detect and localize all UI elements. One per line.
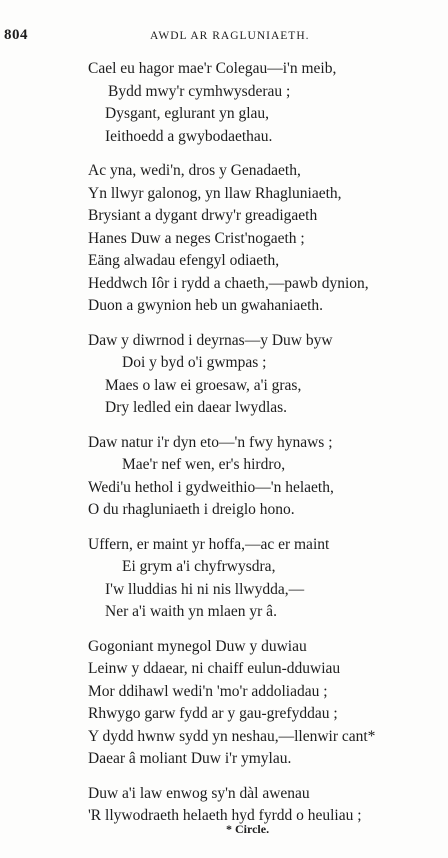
stanza-7 — [0, 783, 448, 828]
stanza-4 — [0, 432, 448, 522]
verse-line: I'w lluddias hi ni nis llwydda,— — [105, 580, 305, 598]
stanza-6 — [0, 636, 448, 771]
verse-line: O du rhagluniaeth i dreiglo hono. — [88, 501, 295, 518]
verse-line: Dysgant, eglurant yn glau, — [105, 105, 270, 122]
verse-line: Ieithoedd a gwybodaethau. — [105, 127, 273, 145]
footnote: * Circle. — [226, 822, 270, 836]
verse-line: Daw natur i'r dyn eto—'n fwy hynaws ; — [88, 433, 333, 451]
verse-line: Hanes Duw a neges Crist'nogaeth ; — [88, 229, 305, 247]
verse-line: Wedi'u hethol i gydweithio—'n helaeth, — [88, 478, 334, 496]
verse-line: Heddwch Iôr i rydd a chaeth,—pawb dynion, — [88, 274, 369, 292]
verse-line: Maes o law ei groesaw, a'i gras, — [105, 376, 302, 394]
page-number: 804 — [4, 27, 28, 43]
verse-line: Brysiant a dygant drwy'r greadigaeth — [88, 207, 318, 224]
verse-line: Gogoniant mynegol Duw y duwiau — [88, 637, 307, 655]
verse-line: Bydd mwy'r cymhwysderau ; — [108, 82, 291, 100]
running-title: AWDL AR RAGLUNIAETH. — [150, 30, 310, 42]
verse-line: Ac yna, wedi'n, dros y Genadaeth, — [88, 162, 301, 179]
verse-line: Yn llwyr galonog, yn llaw Rhagluniaeth, — [88, 184, 342, 202]
verse-line: Dry ledled ein daear lwydlas. — [105, 399, 288, 416]
poem-body — [0, 58, 448, 840]
verse-line: Eäng alwadau efengyl odiaeth, — [88, 252, 280, 269]
stanza-1 — [0, 58, 448, 148]
verse-line: Uffern, er maint yr hoffa,—ac er maint — [88, 535, 330, 553]
verse-line: Duw a'i law enwog sy'n dàl awenau — [88, 784, 310, 802]
verse-line: Rhwygo garw fydd ar y gau-grefyddau ; — [88, 705, 338, 722]
verse-line: Y dydd hwnw sydd yn neshau,—llenwir cant* — [88, 727, 376, 745]
verse-line: Duon a gwynion heb un gwahaniaeth. — [88, 297, 324, 314]
verse-line: Cael eu hagor mae'r Colegau—i'n meib, — [88, 60, 337, 77]
verse-line: Ner a'i waith yn mlaen yr â. — [105, 603, 277, 620]
verse-line: Leinw y ddaear, ni chaiff eulun-dduwiau — [88, 660, 341, 677]
verse-line: Mor ddihawl wedi'n 'mo'r addoliadau ; — [88, 682, 328, 700]
verse-line: Doi y byd o'i gwmpas ; — [122, 354, 267, 371]
stanza-2 — [0, 160, 448, 318]
stanza-5 — [0, 534, 448, 624]
verse-line: Ei grym a'i chyfrwysdra, — [122, 558, 276, 575]
verse-line: 'R llywodraeth helaeth hyd fyrdd o heuliau ; — [88, 807, 362, 824]
stanza-3 — [0, 330, 448, 420]
verse-line: Daw y diwrnod i deyrnas—y Duw byw — [88, 331, 333, 349]
verse-line: Mae'r nef wen, er's hirdro, — [122, 456, 286, 473]
verse-line: Daear â moliant Duw i'r ymylau. — [88, 750, 292, 767]
